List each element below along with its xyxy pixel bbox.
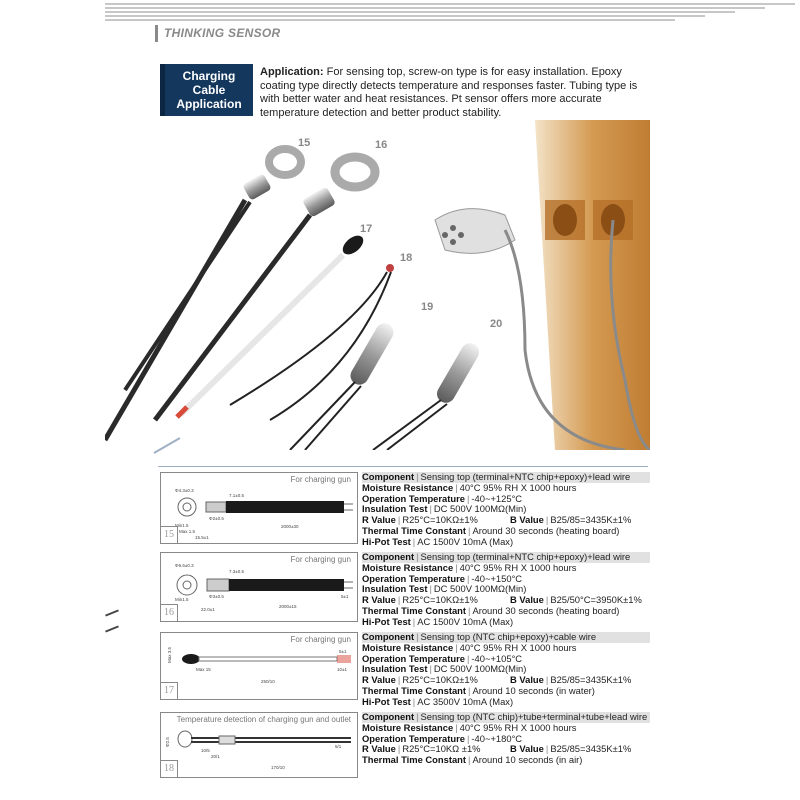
product-number: 17 xyxy=(160,682,178,700)
spec-key: Operation Temperature xyxy=(362,492,465,504)
spec-separator: | xyxy=(468,604,471,616)
spec-value: Sensing top (terminal+NTC chip+epoxy)+lead wire xyxy=(420,551,631,562)
technical-drawing xyxy=(160,712,358,778)
spec-value: DC 500V 100MΩ(Min) xyxy=(433,663,527,675)
badge-line: Cable xyxy=(192,83,226,97)
badge-line: Application xyxy=(176,97,242,111)
spec-key: Hi-Pot Test xyxy=(362,615,411,627)
terminal-sleeve xyxy=(242,173,272,201)
spec-separator: | xyxy=(468,524,471,536)
spec-key: B Value xyxy=(510,514,544,526)
ring-terminal xyxy=(335,157,375,187)
technical-drawing xyxy=(160,632,358,700)
spec-separator: | xyxy=(466,732,470,744)
photo-label: 20 xyxy=(490,318,503,330)
spec-value: AC 1500V 10mA (Max) xyxy=(417,535,514,547)
spec-key: Insulation Test xyxy=(362,503,428,515)
product-photo xyxy=(105,120,650,450)
spec-separator: | xyxy=(455,721,458,733)
spec-separator: | xyxy=(397,674,401,686)
spec-value: AC 1500V 10mA (Max) xyxy=(417,615,514,627)
spec-key: Insulation Test xyxy=(362,583,428,595)
dimension-label: 10/5 xyxy=(201,748,210,753)
dimension-label: 20/1 xyxy=(211,754,220,759)
spec-separator: | xyxy=(429,663,432,675)
spec-value: Sensing top (terminal+NTC chip+epoxy)+lead wire xyxy=(420,471,631,482)
spec-key: Component xyxy=(362,631,415,642)
spec-separator: | xyxy=(416,631,419,642)
margin-mark xyxy=(105,625,119,632)
dimension-label: Max 3.5 xyxy=(167,646,172,663)
spec-value: AC 3500V 10mA (Max) xyxy=(417,695,514,707)
spec-separator: | xyxy=(412,535,416,547)
dimension-label: Φ2.5 xyxy=(165,737,170,747)
dimension-label: 10±1 xyxy=(337,667,347,672)
spec-key: B Value xyxy=(510,743,544,755)
spec-value: -40~+180°C xyxy=(471,732,523,744)
spec-key: Insulation Test xyxy=(362,663,428,675)
spec-separator: | xyxy=(545,514,549,526)
spec-key: Operation Temperature xyxy=(362,572,465,584)
spec-value: 40°C 95% RH X 1000 hours xyxy=(459,641,577,653)
dimension-label: 15.5±1 xyxy=(195,535,209,540)
dimension-label: 7.1±0.5 xyxy=(229,493,244,498)
spec-key: Moisture Resistance xyxy=(362,561,454,573)
spec-separator: | xyxy=(466,572,470,584)
spec-key: Component xyxy=(362,551,415,562)
spec-separator: | xyxy=(397,743,401,755)
spec-value: Around 10 seconds (in air) xyxy=(472,754,583,766)
section-badge xyxy=(160,64,253,116)
dimension-label: 5±1 xyxy=(341,594,349,599)
header-stripe xyxy=(105,19,675,21)
spec-key: Component xyxy=(362,471,415,482)
wood-panel xyxy=(535,120,650,450)
spec-separator: | xyxy=(412,695,416,707)
dimension-label: 5/1 xyxy=(335,744,342,749)
spec-value: R25°C=10KΩ±1% xyxy=(402,514,478,526)
tube-wire xyxy=(373,400,441,450)
spec-separator: | xyxy=(429,583,432,595)
spec-value: 40°C 95% RH X 1000 hours xyxy=(459,481,577,493)
spec-key: Thermal Time Constant xyxy=(362,524,467,536)
application-label: Application: xyxy=(260,66,324,78)
tube-wire xyxy=(290,382,355,450)
spec-value: R25°C=10KΩ ±1% xyxy=(402,743,481,755)
spec-key: Thermal Time Constant xyxy=(362,604,467,616)
dimension-label: 5±1 xyxy=(339,649,347,654)
spec-separator: | xyxy=(468,754,471,766)
spec-value: B25/85=3435K±1% xyxy=(550,514,632,526)
spec-list xyxy=(362,472,650,548)
spec-value: Around 10 seconds (in water) xyxy=(472,684,595,696)
spec-separator: | xyxy=(416,711,419,722)
spec-key: Thermal Time Constant xyxy=(362,684,467,696)
spec-value: DC 500V 100MΩ(Min) xyxy=(433,583,527,595)
spec-separator: | xyxy=(545,594,549,606)
spec-key: Hi-Pot Test xyxy=(362,695,411,707)
spec-value: 40°C 95% RH X 1000 hours xyxy=(459,721,577,733)
spec-list xyxy=(362,712,650,766)
spec-value: 40°C 95% RH X 1000 hours xyxy=(459,561,577,573)
spec-separator: | xyxy=(455,641,458,653)
photo-label: 18 xyxy=(400,252,413,264)
badge-line: Charging xyxy=(182,69,236,83)
spec-separator: | xyxy=(466,652,470,664)
spec-list xyxy=(362,632,650,708)
drawing-caption: For charging gun xyxy=(290,555,351,564)
technical-drawing xyxy=(160,472,358,544)
section-divider xyxy=(158,466,648,467)
spec-value: Sensing top (NTC chip)+tube+terminal+tube+lead wire xyxy=(420,711,648,722)
header-stripe xyxy=(105,3,795,5)
spec-separator: | xyxy=(455,561,458,573)
drawing-svg xyxy=(161,633,357,699)
photo-label: 16 xyxy=(375,139,388,151)
drawing-svg xyxy=(161,473,357,543)
dimension-label: Φ3±0.5 xyxy=(209,594,224,599)
spec-separator: | xyxy=(397,594,401,606)
spec-key: Moisture Resistance xyxy=(362,481,454,493)
spec-value: -40~+125°C xyxy=(471,492,523,504)
spec-value: -40~+105°C xyxy=(471,652,523,664)
technical-drawing xyxy=(160,552,358,622)
spec-key: Hi-Pot Test xyxy=(362,535,411,547)
drawing-caption: Temperature detection of charging gun and outlet xyxy=(176,715,351,724)
spec-key: B Value xyxy=(510,674,544,686)
dimension-label: Φ2±0.5 xyxy=(209,516,224,521)
spec-separator: | xyxy=(545,743,549,755)
spec-key: R Value xyxy=(362,674,396,686)
spec-line xyxy=(362,697,650,708)
drawing-svg xyxy=(161,553,357,621)
spec-separator: | xyxy=(545,674,549,686)
spec-value: R25°C=10KΩ±1% xyxy=(402,594,478,606)
photo-label: 17 xyxy=(360,223,373,235)
spec-key: R Value xyxy=(362,594,396,606)
dimension-label: 250/10 xyxy=(261,679,275,684)
lead-wire xyxy=(105,200,245,440)
spec-key: Moisture Resistance xyxy=(362,641,454,653)
dimension-label: Φ6.6±0.3 xyxy=(175,563,194,568)
spec-value: B25/50°C=3950K±1% xyxy=(550,594,642,606)
spec-value: -40~+150°C xyxy=(471,572,523,584)
spec-separator: | xyxy=(397,514,401,526)
spec-value: DC 500V 100MΩ(Min) xyxy=(433,503,527,515)
spec-value: R25°C=10KΩ±1% xyxy=(402,674,478,686)
drawing-svg xyxy=(161,713,357,777)
product-number: 18 xyxy=(160,760,178,778)
spec-separator: | xyxy=(455,481,458,493)
socket-opening xyxy=(553,204,577,236)
spec-separator: | xyxy=(429,503,432,515)
spec-key: Component xyxy=(362,711,415,722)
header-stripe xyxy=(105,7,765,9)
margin-mark xyxy=(105,609,119,616)
spec-separator: | xyxy=(468,684,471,696)
ring-terminal xyxy=(269,149,301,175)
dimension-label: 170/10 xyxy=(271,765,285,770)
dimension-label: 2000±15 xyxy=(279,604,297,609)
dimension-label: Min1.5 xyxy=(175,523,189,528)
dimension-label: Φ4.3±0.3 xyxy=(175,488,194,493)
spec-key: R Value xyxy=(362,514,396,526)
dimension-label: 22.0±1 xyxy=(201,607,215,612)
spec-line xyxy=(362,617,650,628)
drawing-caption: For charging gun xyxy=(290,475,351,484)
product-number: 16 xyxy=(160,604,178,622)
application-paragraph xyxy=(260,66,655,120)
spec-value: Around 30 seconds (heating board) xyxy=(472,524,620,536)
header-stripe xyxy=(105,11,735,13)
ntc-bead xyxy=(386,264,394,272)
metal-tube xyxy=(434,340,483,406)
application-text: For sensing top, screw-on type is for easy installation. Epoxy coating type directly detects temperature and responses faster. Tubing type is with better water and heat resistances. Pt sensor offers more accurate temperature detection and better product stability. xyxy=(260,66,638,119)
spec-key: Operation Temperature xyxy=(362,732,465,744)
spec-line xyxy=(362,755,650,766)
photo-label: 19 xyxy=(421,301,434,313)
spec-separator: | xyxy=(466,492,470,504)
spec-value: B25/85=3435K±1% xyxy=(550,674,632,686)
dimension-label: 2000±30 xyxy=(281,524,299,529)
spec-key: Operation Temperature xyxy=(362,652,465,664)
spec-value: Around 30 seconds (heating board) xyxy=(472,604,620,616)
spec-value: Sensing top (NTC chip+epoxy)+cable wire xyxy=(420,631,597,642)
spec-separator: | xyxy=(416,551,419,562)
spec-key: B Value xyxy=(510,594,544,606)
brand-title: THINKING SENSOR xyxy=(164,26,281,40)
brand-bar xyxy=(155,25,158,42)
spec-key: Thermal Time Constant xyxy=(362,754,467,766)
photo-label: 15 xyxy=(298,137,311,149)
connector-head xyxy=(435,209,515,254)
epoxy-tip xyxy=(339,232,366,258)
drawing-caption: For charging gun xyxy=(290,635,351,644)
dimension-label: 7.3±0.5 xyxy=(229,569,244,574)
spec-separator: | xyxy=(412,615,416,627)
spec-line xyxy=(362,537,650,548)
spec-value: B25/85=3435K±1% xyxy=(550,743,632,755)
dimension-label: Max 15 xyxy=(196,667,211,672)
spec-key: Moisture Resistance xyxy=(362,721,454,733)
spec-key: R Value xyxy=(362,743,396,755)
terminal-sleeve xyxy=(302,186,336,217)
product-number: 15 xyxy=(160,526,178,544)
header-stripe xyxy=(105,15,705,17)
dimension-label: Max 1.5 xyxy=(179,529,196,534)
metal-tube xyxy=(347,320,397,388)
spec-list xyxy=(362,552,650,628)
dimension-label: Min1.5 xyxy=(175,597,189,602)
spec-separator: | xyxy=(416,471,419,482)
